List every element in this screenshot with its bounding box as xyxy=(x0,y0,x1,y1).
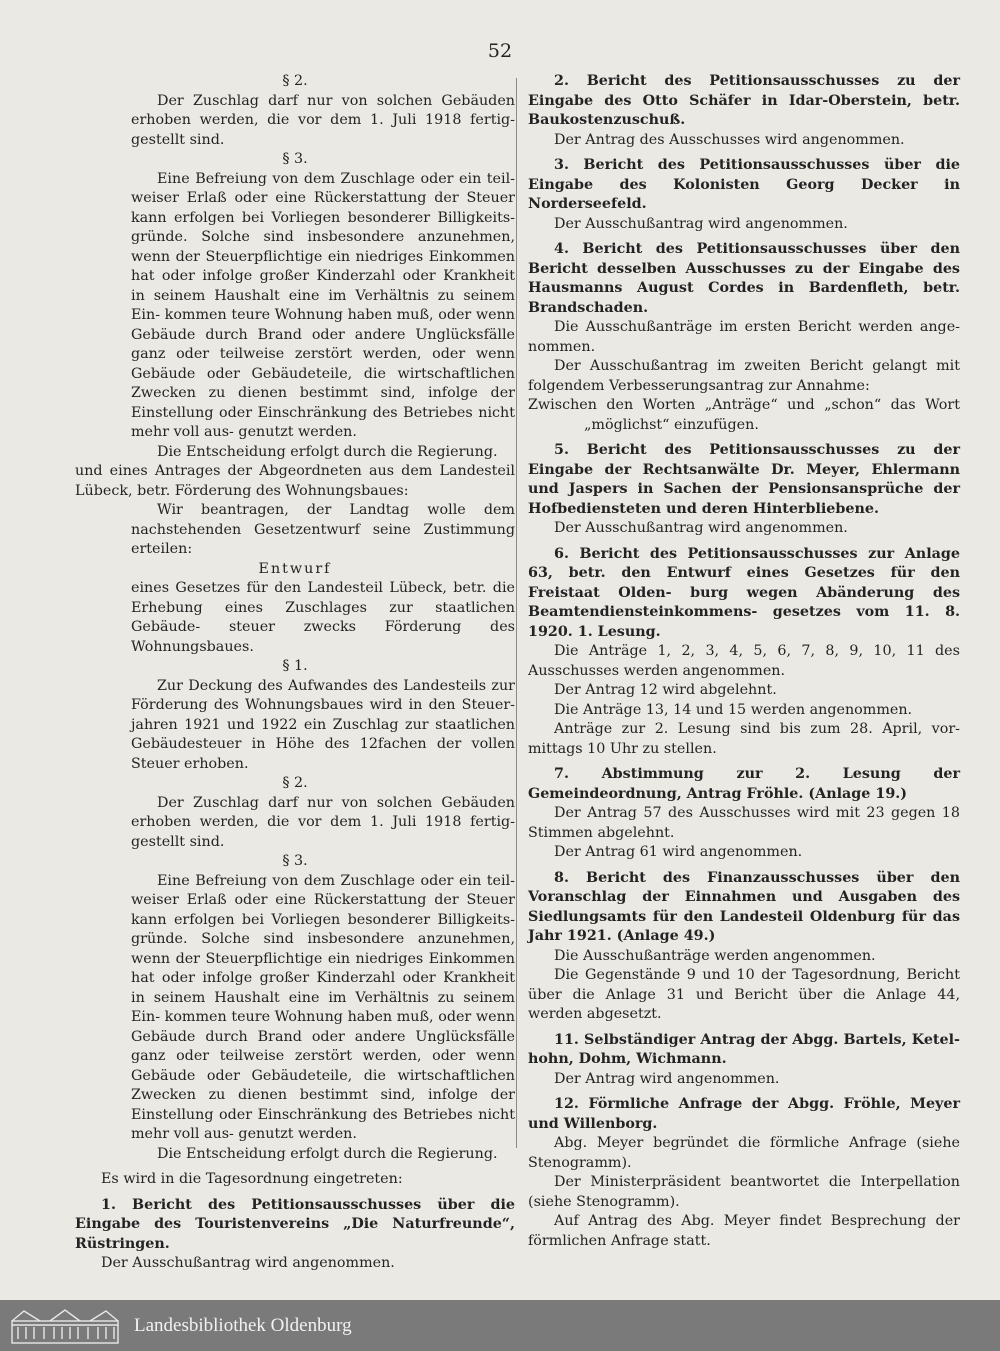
library-building-icon xyxy=(10,1309,120,1345)
law-text: Zur Deckung des Aufwandes des Landesteils zur Förderung des Wohnungsbaues wird in den Steuer- jahren 1921 und 1922 ein Zuschlag zur staatlichen Gebäudesteuer in Höhe des 12fachen der vollen Steuer erhoben. xyxy=(131,677,515,772)
agenda-heading: 1. Bericht des Petitionsausschusses über die Eingabe des Touristenvereins „Die Naturfreunde“, Rüstringen. xyxy=(75,1196,515,1252)
agenda-heading: 6. Bericht des Petitionsausschusses zur Anlage 63, betr. den Entwurf eines Gesetzes für den Freistaat Olden- burg wegen Abänderung des Beamtendiensteinkommens- gesetzes vom 11. 8. 1920. 1. Lesung. xyxy=(528,545,960,640)
right-column xyxy=(528,72,960,1251)
column-divider xyxy=(516,78,517,1148)
agenda-heading: 3. Bericht des Petitionsausschusses über die Eingabe des Kolonisten Georg Decker in Norderseefeld. xyxy=(528,157,960,212)
body-text: Es wird in die Tagesordnung eingetreten: xyxy=(101,1171,403,1187)
body-text: Die Ausschußanträge im ersten Bericht werden ange- nommen. xyxy=(528,319,960,355)
law-text: Der Zuschlag darf nur von solchen Gebäuden erhoben werden, die vor dem 1. Juli 1918 fertig- gestellt sind. xyxy=(131,794,515,850)
law-text: Die Entscheidung erfolgt durch die Regierung. xyxy=(157,443,498,460)
law-text: eines Gesetzes für den Landesteil Lübeck, betr. die Erhebung eines Zuschlages zur staatlichen Gebäude- steuer zwecks Förderung des Wohnungsbaues. xyxy=(131,580,515,655)
body-text: Der Ministerpräsident beantwortet die Interpellation (siehe Stenogramm). xyxy=(528,1174,960,1210)
body-text: Der Antrag 12 wird abgelehnt. xyxy=(554,682,777,698)
body-text: Abg. Meyer begründet die förmliche Anfrage (siehe Stenogramm). xyxy=(528,1135,960,1171)
agenda-heading: 2. Bericht des Petitionsausschusses zu der Eingabe des Otto Schäfer in Idar-Oberstein, betr. Baukostenzuschuß. xyxy=(528,73,960,128)
body-text: Der Ausschußantrag wird angenommen. xyxy=(554,520,848,536)
body-text: Die Anträge 13, 14 und 15 werden angenommen. xyxy=(554,701,913,718)
body-text: Der Antrag des Ausschusses wird angenommen. xyxy=(554,131,905,148)
law-text: Eine Befreiung von dem Zuschlage oder ein teil- weiser Erlaß oder eine Rückerstattung der Steuer kann erfolgen bei Vorliegen besonderer Billigkeits- gründe. Solche sind insbesondere anzunehmen, wenn der Steuerpflichtige ein niedriges Einkommen hat oder infolge großer Kinderzahl oder Krankheit in seinem Haushalt eine im Verhältnis zu seinem Ein- kommen teure Wohnung haben muß, oder wenn Gebäude durch Brand oder andere Unglücksfälle ganz oder teilweise zerstört werden, oder wenn Gebäude oder Gebäudeteile, die wirtschaftlichen Zwecken zu dienen bestimmt sind, infolge der Einstellung oder Einschränkung des Betriebes nicht mehr voll aus- genutzt werden. xyxy=(131,170,515,440)
paragraph-heading: § 3. xyxy=(282,853,308,869)
body-text: Der Antrag 57 des Ausschusses wird mit 23 gegen 18 Stimmen abgelehnt. xyxy=(528,805,960,841)
library-name: Landesbibliothek Oldenburg xyxy=(134,1315,352,1336)
paragraph-heading: § 2. xyxy=(282,775,308,791)
law-text: Wir beantragen, der Landtag wolle dem nachstehenden Gesetzentwurf seine Zustimmung erteilen: xyxy=(131,502,515,557)
footer-bar xyxy=(0,1300,1000,1351)
agenda-heading: 8. Bericht des Finanzausschusses über den Voranschlag der Einnahmen und Ausgaben des Siedlungsamts für den Landesteil Oldenburg für das Jahr 1921. (Anlage 49.) xyxy=(528,869,960,944)
agenda-heading: 12. Förmliche Anfrage der Abgg. Fröhle, Meyer und Willenborg. xyxy=(528,1096,960,1132)
body-text: Anträge zur 2. Lesung sind bis zum 28. April, vor- mittags 10 Uhr zu stellen. xyxy=(528,721,960,757)
page-number: 52 xyxy=(487,40,513,62)
agenda-heading: 4. Bericht des Petitionsausschusses über den Bericht desselben Ausschusses zu der Eingabe des Hausmanns August Cordes in Bardenfleth, betr. Brandschaden. xyxy=(528,241,960,316)
body-text: Der Antrag wird angenommen. xyxy=(554,1070,780,1087)
agenda-heading: 5. Bericht des Petitionsausschusses zu der Eingabe der Rechtsanwälte Dr. Meyer, Ehlermann und Jaspers in Sachen der Pensionsansprüche der Hofbediensteten und deren Hinterbliebene. xyxy=(528,442,960,517)
paragraph-heading: § 1. xyxy=(282,658,308,674)
agenda-heading: 11. Selbständiger Antrag der Abgg. Bartels, Ketel- hohn, Dohm, Wichmann. xyxy=(528,1031,960,1067)
body-text: Die Ausschußanträge werden angenommen. xyxy=(554,947,876,964)
left-column xyxy=(75,72,515,1274)
law-text: Eine Befreiung von dem Zuschlage oder ein teil- weiser Erlaß oder eine Rückerstattung der Steuer kann erfolgen bei Vorliegen besonderer Billigkeits- gründe. Solche sind insbesondere anzunehmen, wenn der Steuerpflichtige ein niedriges Einkommen hat oder infolge großer Kinderzahl oder Krankheit in seinem Haushalt eine im Verhältnis zu seinem Ein- kommen teure Wohnung haben muß, oder wenn Gebäude durch Brand oder andere Unglücksfälle ganz oder teilweise zerstört werden, oder wenn Gebäude oder Gebäudeteile, die wirtschaftlichen Zwecken zu dienen bestimmt sind, infolge der Einstellung oder Einschränkung des Betriebes nicht mehr voll aus- genutzt werden. xyxy=(131,872,515,1142)
body-text: und eines Antrages der Abgeordneten aus dem Landesteil Lübeck, betr. Förderung des Wohnungsbaues: xyxy=(75,463,515,499)
body-text: Der Ausschußantrag wird angenommen. xyxy=(554,215,848,232)
body-text: Der Antrag 61 wird angenommen. xyxy=(554,844,803,860)
body-text: Die Anträge 1, 2, 3, 4, 5, 6, 7, 8, 9, 10, 11 des Ausschusses werden angenommen. xyxy=(528,643,960,679)
draft-title: Entwurf xyxy=(258,560,332,577)
body-text: Auf Antrag des Abg. Meyer findet Besprechung der förmlichen Anfrage statt. xyxy=(528,1213,960,1249)
law-text: Die Entscheidung erfolgt durch die Regierung. xyxy=(157,1145,498,1162)
amendment-text: Zwischen den Worten „Anträge“ und „schon“ das Wort „möglichst“ einzufügen. xyxy=(528,397,960,433)
body-text: Die Gegenstände 9 und 10 der Tagesordnung, Bericht über die Anlage 31 und Bericht über die Anlage 44, werden abgesetzt. xyxy=(528,967,960,1022)
body-text: Der Ausschußantrag wird angenommen. xyxy=(101,1255,395,1271)
body-text: Der Ausschußantrag im zweiten Bericht gelangt mit folgendem Verbesserungsantrag zur Annahme: xyxy=(528,358,960,394)
paragraph-heading: § 3. xyxy=(282,151,308,167)
law-text: Der Zuschlag darf nur von solchen Gebäuden erhoben werden, die vor dem 1. Juli 1918 fertig- gestellt sind. xyxy=(131,92,515,148)
paragraph-heading: § 2. xyxy=(282,73,308,89)
agenda-heading: 7. Abstimmung zur 2. Lesung der Gemeindeordnung, Antrag Fröhle. (Anlage 19.) xyxy=(528,766,960,802)
